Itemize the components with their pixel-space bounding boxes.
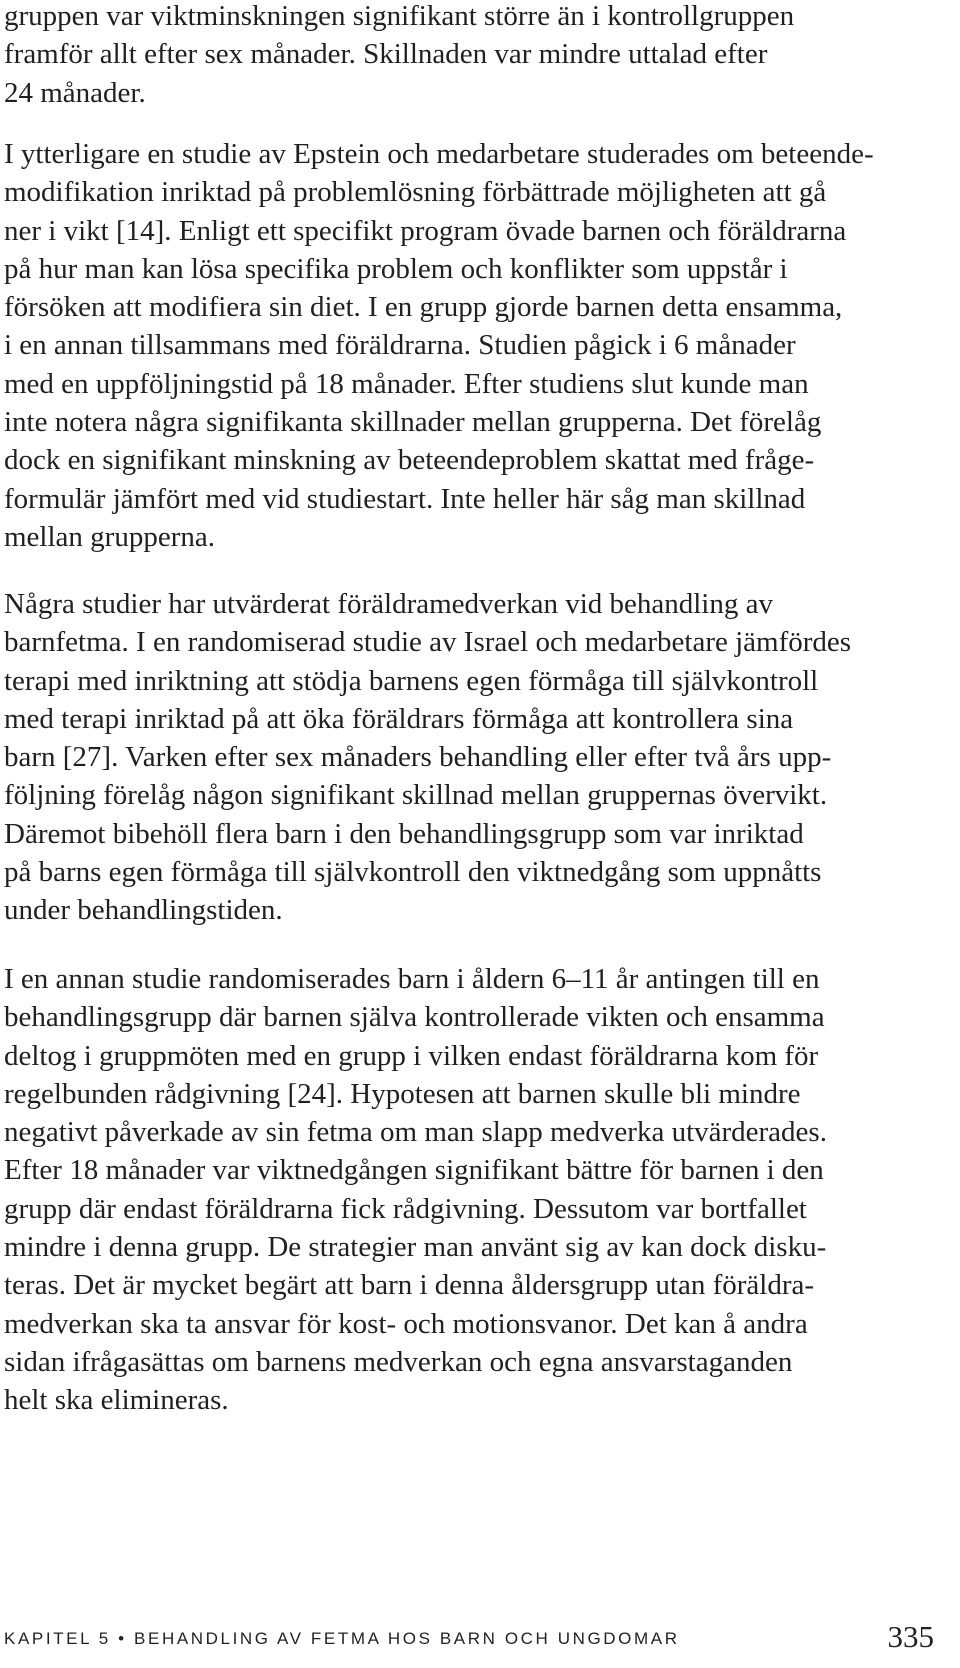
text-line: inte notera några signifikanta skillnader mellan grupperna. Det förelåg bbox=[4, 406, 822, 439]
text-line: på hur man kan lösa specifika problem och konflikter som uppstår i bbox=[4, 252, 788, 285]
text-line: gruppen var viktminskningen signifikant större än i kontrollgruppen bbox=[4, 0, 795, 32]
text-line: mindre i denna grupp. De strategier man använt sig av kan dock disku- bbox=[4, 1231, 827, 1264]
text-line: Efter 18 månader var viktnedgången signifikant bättre för barnen i den bbox=[4, 1154, 824, 1187]
text-line: 24 månader. bbox=[4, 76, 146, 109]
paragraph bbox=[4, 135, 874, 556]
running-head: KAPITEL 5 • BEHANDLING AV FETMA HOS BARN OCH UNGDOMAR bbox=[4, 1629, 680, 1648]
text-line: Några studier har utvärderat föräldramedverkan vid behandling av bbox=[4, 588, 773, 620]
text-line: grupp där endast föräldrarna fick rådgivning. Dessutom var bortfallet bbox=[4, 1192, 807, 1225]
text-line: under behandlingstiden. bbox=[4, 894, 283, 927]
text-line: följning förelåg någon signifikant skillnad mellan gruppernas övervikt. bbox=[4, 779, 828, 812]
text-line: i en annan tillsammans med föräldrarna. Studien pågick i 6 månader bbox=[4, 329, 796, 362]
text-line: teras. Det är mycket begärt att barn i denna åldersgrupp utan föräldra- bbox=[4, 1269, 815, 1302]
text-line: medverkan ska ta ansvar för kost- och motionsvanor. Det kan å andra bbox=[4, 1307, 808, 1340]
text-line: framför allt efter sex månader. Skillnaden var mindre uttalad efter bbox=[4, 38, 768, 71]
text-line: barn [27]. Varken efter sex månaders behandling eller efter två års upp- bbox=[4, 741, 832, 774]
text-line: barnfetma. I en randomiserad studie av Israel och medarbetare jämfördes bbox=[4, 626, 852, 659]
text-line: Däremot bibehöll flera barn i den behandlingsgrupp som var inriktad bbox=[4, 817, 804, 850]
text-line: dock en signifikant minskning av beteendeproblem skattat med fråge- bbox=[4, 444, 815, 477]
text-line: formulär jämfört med vid studiestart. Inte heller här såg man skillnad bbox=[4, 482, 806, 515]
text-line: regelbunden rådgivning [24]. Hypotesen att barnen skulle bli mindre bbox=[4, 1077, 801, 1110]
text-line: med en uppföljningstid på 18 månader. Efter studiens slut kunde man bbox=[4, 367, 809, 400]
text-line: på barns egen förmåga till självkontroll den viktnedgång som uppnåtts bbox=[4, 856, 822, 889]
text-line: negativt påverkade av sin fetma om man slapp medverka utvärderades. bbox=[4, 1116, 827, 1149]
page-number: 335 bbox=[887, 1619, 934, 1654]
text-line: deltog i gruppmöten med en grupp i vilken endast föräldrarna kom för bbox=[4, 1039, 819, 1072]
paragraph bbox=[4, 585, 851, 930]
text-line: mellan grupperna. bbox=[4, 520, 215, 553]
text-line: modifikation inriktad på problemlösning förbättrade möjligheten att gå bbox=[4, 176, 827, 209]
text-line: med terapi inriktad på att öka föräldrars förmåga att kontrollera sina bbox=[4, 702, 794, 735]
text-line: försöken att modifiera sin diet. I en grupp gjorde barnen detta ensamma, bbox=[4, 291, 843, 324]
text-line: I ytterligare en studie av Epstein och medarbetare studerades om beteende- bbox=[4, 138, 874, 170]
text-line: I en annan studie randomiserades barn i åldern 6–11 år antingen till en bbox=[4, 963, 820, 995]
page-footer bbox=[4, 1611, 934, 1661]
paragraph bbox=[4, 960, 827, 1420]
text-line: helt ska elimineras. bbox=[4, 1384, 229, 1417]
text-line: ner i vikt [14]. Enligt ett specifikt program övade barnen och föräldrarna bbox=[4, 214, 847, 247]
text-line: sidan ifrågasättas om barnens medverkan och egna ansvarstaganden bbox=[4, 1345, 793, 1378]
text-line: behandlingsgrupp där barnen själva kontrollerade vikten och ensamma bbox=[4, 1001, 825, 1034]
paragraph bbox=[4, 0, 794, 112]
text-line: terapi med inriktning att stödja barnens egen förmåga till självkontroll bbox=[4, 664, 819, 697]
